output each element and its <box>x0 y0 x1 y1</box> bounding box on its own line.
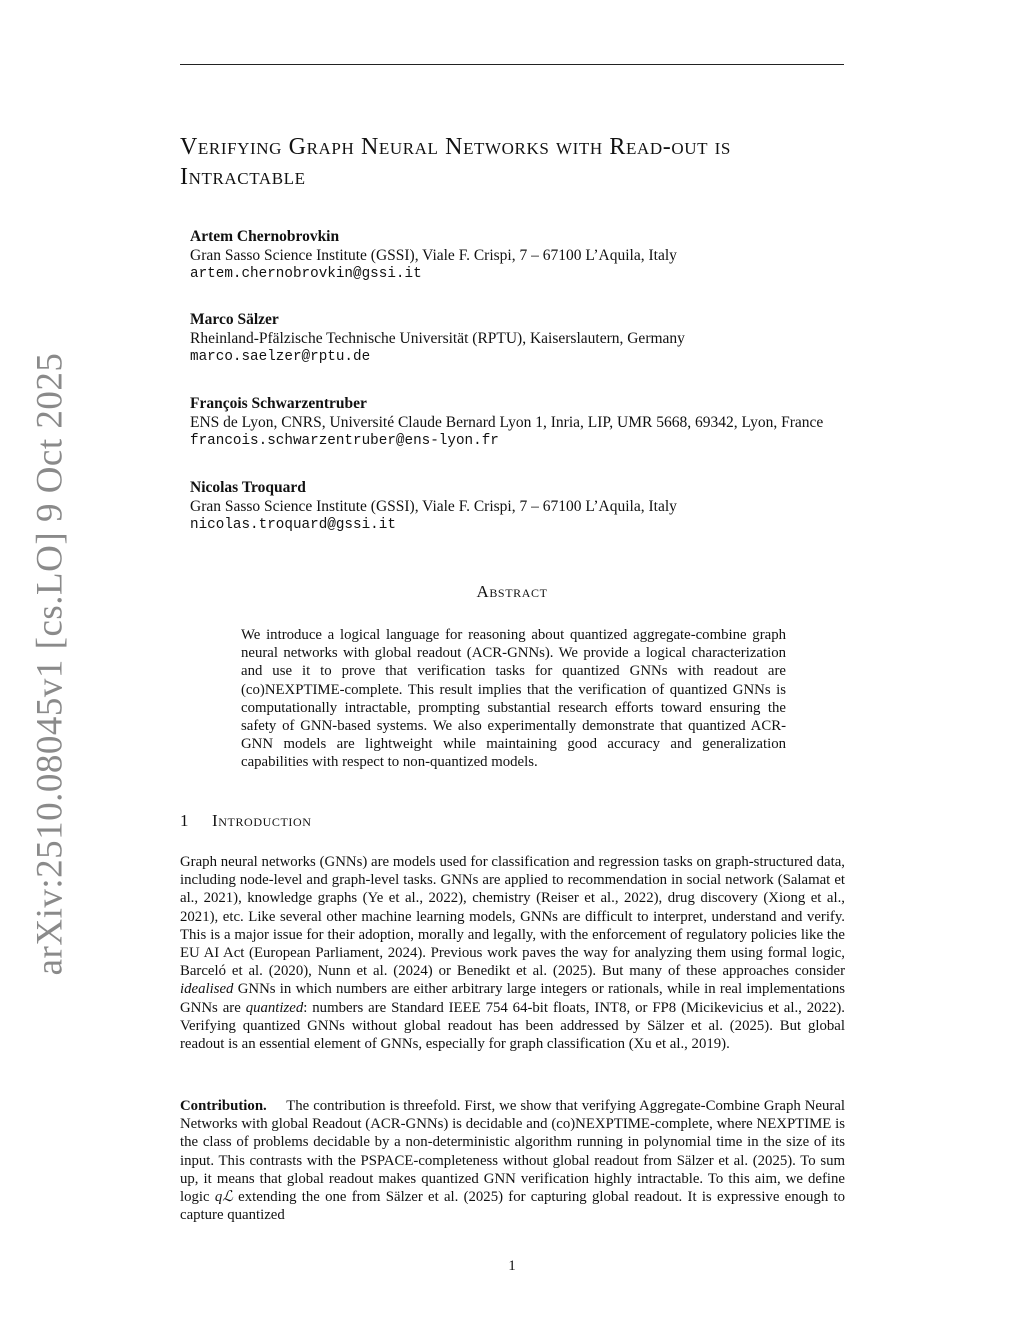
section-heading-introduction <box>180 811 312 831</box>
paragraph-label: Contribution. <box>180 1098 267 1114</box>
author-email[interactable]: marco.saelzer@rptu.de <box>190 349 371 365</box>
text-run: GNNs in which numbers are either arbitrary large integers or rationals, while in real implementations GNNs are <box>180 981 845 1016</box>
abstract-heading: Abstract <box>476 582 548 601</box>
section-number: 1 <box>180 811 190 830</box>
author-email[interactable]: nicolas.troquard@gssi.it <box>190 517 396 533</box>
author-block-2 <box>190 311 910 367</box>
text-run: extending the one from Sälzer et al. (2025) for capturing global readout. It is expressive enough to capture quantized <box>180 1189 845 1224</box>
contribution-paragraph <box>180 1097 845 1224</box>
section-title: Introduction <box>212 811 312 830</box>
header-rule <box>180 64 844 65</box>
text-run: Graph neural networks (GNNs) are models used for classification and regression tasks on graph-structured data, including node-level and graph-level tasks. GNNs are applied to recommendation in social network (Salamat et al., 2021), knowledge graphs (Ye et al., 2022), chemistry (Reiser et al., 2022), drug discovery (Xiong et al., 2021), etc. Like several other machine learning models, GNNs are difficult to interpret, understand and verify. This is a major issue for their adoption, morally and legally, with the enforcement of regulatory policies like the EU AI Act (European Parliament, 2024). Previous work paves the way for analyzing them using formal logic, Barceló et al. (2020), Nunn et al. (2024) or Benedikt et al. (2025). But many of these approaches consider <box>180 854 845 980</box>
author-email[interactable]: francois.schwarzentruber@ens-lyon.fr <box>190 433 499 449</box>
author-affiliation: Gran Sasso Science Institute (GSSI), Viale F. Crispi, 7 – 67100 L’Aquila, Italy <box>190 246 677 264</box>
intro-paragraph-1 <box>180 853 845 1053</box>
page-number: 1 <box>508 1258 516 1274</box>
author-block-3 <box>190 395 910 451</box>
logic-symbol: qℒ <box>214 1189 233 1206</box>
text-run: The contribution is threefold. First, we show that verifying Aggregate-Combine Graph Neural Networks with global Readout (ACR-GNNs) is decidable and (co)NEXPTIME-complete, where NEXPTIME is the class of problems decidable by a non-deterministic algorithm running in polynomial time in the size of its input. This contrasts with the PSPACE-completeness without global readout from Sälzer et al. (2025). To sum up, it means that global readout makes quantized GNN verification highly intractable. To this aim, we define logic <box>180 1098 846 1206</box>
author-name: François Schwarzentruber <box>190 395 367 412</box>
text-run: : numbers are Standard IEEE 754 64-bit floats, INT8, or FP8 (Micikevicius et al., 2022). Verifying quantized GNNs without global readout has been addressed by Sälzer et al. (2025). But global readout is an essential element of GNNs, especially for graph classification (Xu et al., 2019). <box>180 999 845 1053</box>
author-email[interactable]: artem.chernobrovkin@gssi.it <box>190 266 422 282</box>
emphasis-quantized: quantized <box>245 999 304 1016</box>
author-block-4 <box>190 479 910 535</box>
author-block-1 <box>190 228 910 284</box>
author-affiliation: ENS de Lyon, CNRS, Université Claude Bernard Lyon 1, Inria, LIP, UMR 5668, 69342, Lyon, France <box>190 413 824 431</box>
author-name: Artem Chernobrovkin <box>190 228 340 245</box>
emphasis-idealised: idealised <box>180 981 234 998</box>
author-name: Nicolas Troquard <box>190 479 306 496</box>
abstract-body: We introduce a logical language for reasoning about quantized aggregate-combine graph neural networks with global readout (ACR-GNNs). We provide a logical characterization and use it to prove that verification tasks for quantized GNNs with readout are (co)NEXPTIME-complete. This result implies that the verification of quantized GNNs is computationally intractable, prompting substantial research efforts toward ensuring the safety of GNN-based systems. We also experimentally demonstrate that quantized ACR-GNN models are lightweight while maintaining good accuracy and generalization capabilities with respect to non-quantized models. <box>241 627 786 771</box>
paper-title: Verifying Graph Neural Networks with Read-out is Intractable <box>180 134 731 190</box>
author-name: Marco Sälzer <box>190 311 279 328</box>
author-affiliation: Gran Sasso Science Institute (GSSI), Viale F. Crispi, 7 – 67100 L’Aquila, Italy <box>190 497 677 515</box>
arxiv-identifier: arXiv:2510.08045v1 [cs.LO] 9 Oct 2025 <box>29 352 71 976</box>
author-affiliation: Rheinland-Pfälzische Technische Universität (RPTU), Kaiserslautern, Germany <box>190 329 685 347</box>
